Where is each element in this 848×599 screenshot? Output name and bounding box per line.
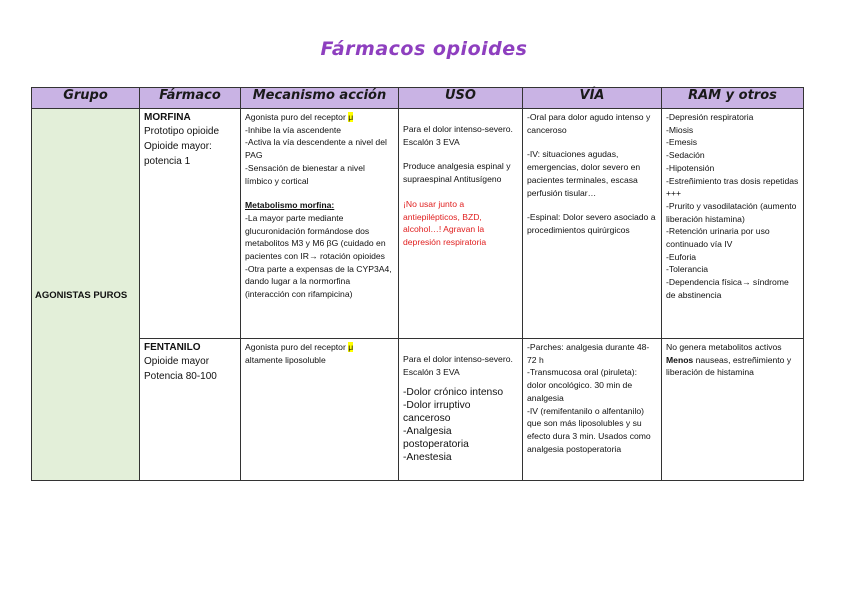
- ram-cell-fentanilo: [662, 339, 804, 481]
- group-cell: [32, 109, 140, 481]
- drug-desc: Opioide mayor: [144, 356, 210, 367]
- uso-cell-morfina: [399, 109, 523, 339]
- header-farmaco: Fármaco: [140, 88, 241, 109]
- farmaco-cell-morfina: [140, 109, 241, 339]
- uso-text: Para el dolor intenso-severo. Escalón 3 EVA: [403, 354, 513, 377]
- via-text: -Oral para dolor agudo intenso y canceroso: [527, 112, 651, 135]
- drug-desc: Potencia 80-100: [144, 371, 217, 382]
- opioids-table: [31, 87, 804, 481]
- ram-item: -Tolerancia: [666, 264, 709, 275]
- ram-item: -Retención urinaria por uso continuado vía IV: [666, 226, 770, 250]
- uso-warning: ¡No usar junto a antiepilépticos, BZD, alcohol…! Agravan la depresión respiratoria: [403, 198, 487, 247]
- mecanismo-text: -La mayor parte mediante glucuronidación formándose dos metabolitos M3 y M6 βG (cuidado en pacientes con IR→ rotación opioides: [245, 212, 386, 262]
- via-text: -IV (remifentanilo o alfentanilo) que son más liposolubles y su efecto dura 3 min. Usados como analgesia postoperatoria: [527, 405, 651, 454]
- ram-item: -Prurito y vasodilatación (aumento liberación histamina): [666, 200, 797, 224]
- uso-item: -Analgesia postoperatoria: [403, 426, 469, 451]
- ram-cell-morfina: [662, 109, 804, 339]
- via-text: -Transmucosa oral (piruleta): dolor oncológico. 30 min de analgesia: [527, 367, 638, 403]
- drug-name: MORFINA: [144, 112, 191, 123]
- via-text: -Parches: analgesia durante 48-72 h: [527, 342, 650, 365]
- ram-item: -Euforia: [666, 251, 697, 262]
- drug-name: FENTANILO: [144, 342, 201, 353]
- ram-item: -Hipotensión: [666, 162, 715, 173]
- drug-desc: Opioide mayor:: [144, 141, 212, 152]
- header-via: VÍA: [523, 88, 662, 109]
- uso-item: -Anestesia: [403, 452, 452, 464]
- ram-item: -Dependencia física→ síndrome de abstinencia: [666, 277, 789, 300]
- drug-desc: Prototipo opioide: [144, 126, 220, 137]
- ram-text: nauseas, estreñimiento y liberación de histamina: [666, 354, 792, 378]
- mecanismo-text: -Activa la vía descendente a nivel del PAG: [245, 137, 387, 161]
- ram-item: -Emesis: [666, 137, 698, 148]
- uso-item: -Dolor crónico intenso: [403, 387, 504, 399]
- metabolismo-title: Metabolismo morfina:: [245, 200, 335, 211]
- header-row: [32, 88, 804, 109]
- table-row-morfina: [32, 109, 804, 339]
- table-row-fentanilo: [32, 339, 804, 481]
- mecanismo-text: altamente liposoluble: [245, 354, 326, 365]
- mecanismo-text: -Inhibe la vía ascendente: [245, 124, 342, 135]
- drug-desc: potencia 1: [144, 156, 191, 167]
- via-cell-morfina: [523, 109, 662, 339]
- via-text: -Espinal: Dolor severo asociado a procedimientos quirúrgicos: [527, 212, 656, 235]
- mu-symbol: μ: [348, 342, 354, 352]
- mecanismo-text: Agonista puro del receptor: [245, 342, 349, 352]
- header-ram: RAM y otros: [662, 88, 804, 109]
- via-text: -IV: situaciones agudas, emergencias, dolor severo en: [527, 149, 641, 173]
- header-uso: USO: [399, 88, 523, 109]
- mecanismo-cell-morfina: [241, 109, 399, 339]
- page-title: Fármacos opioides: [320, 38, 528, 60]
- uso-text: Para el dolor intenso-severo. Escalón 3 EVA: [403, 124, 513, 147]
- ram-item: -Miosis: [666, 124, 694, 135]
- uso-cell-fentanilo: [399, 339, 523, 481]
- uso-item: -Dolor irruptivo canceroso: [403, 400, 471, 425]
- ram-item: -Sedación: [666, 150, 705, 161]
- ram-bold: Menos: [666, 354, 694, 365]
- header-mecanismo: Mecanismo acción: [241, 88, 399, 109]
- ram-text: No genera metabolitos activos: [666, 342, 782, 352]
- mecanismo-text: -Sensación de bienestar a nivel límbico y cortical: [245, 162, 365, 186]
- group-label: AGONISTAS PUROS: [35, 289, 128, 301]
- uso-text: Produce analgesia espinal y supraespinal Antitusígeno: [403, 161, 511, 185]
- farmaco-cell-fentanilo: [140, 339, 241, 481]
- header-grupo: Grupo: [32, 88, 140, 109]
- mecanismo-text: Agonista puro del receptor: [245, 112, 349, 122]
- mecanismo-text: -Otra parte a expensas de la CYP3A4, dando lugar a la normorfina (interacción con rifampicina): [245, 263, 392, 300]
- ram-item: -Depresión respiratoria: [666, 112, 754, 122]
- mecanismo-cell-fentanilo: [241, 339, 399, 481]
- mu-symbol: μ: [348, 112, 354, 122]
- via-text: pacientes terminales, escasa perfusión tisular…: [527, 174, 638, 198]
- ram-item: -Estreñimiento tras dosis repetidas +++: [666, 175, 799, 199]
- via-cell-fentanilo: [523, 339, 662, 481]
